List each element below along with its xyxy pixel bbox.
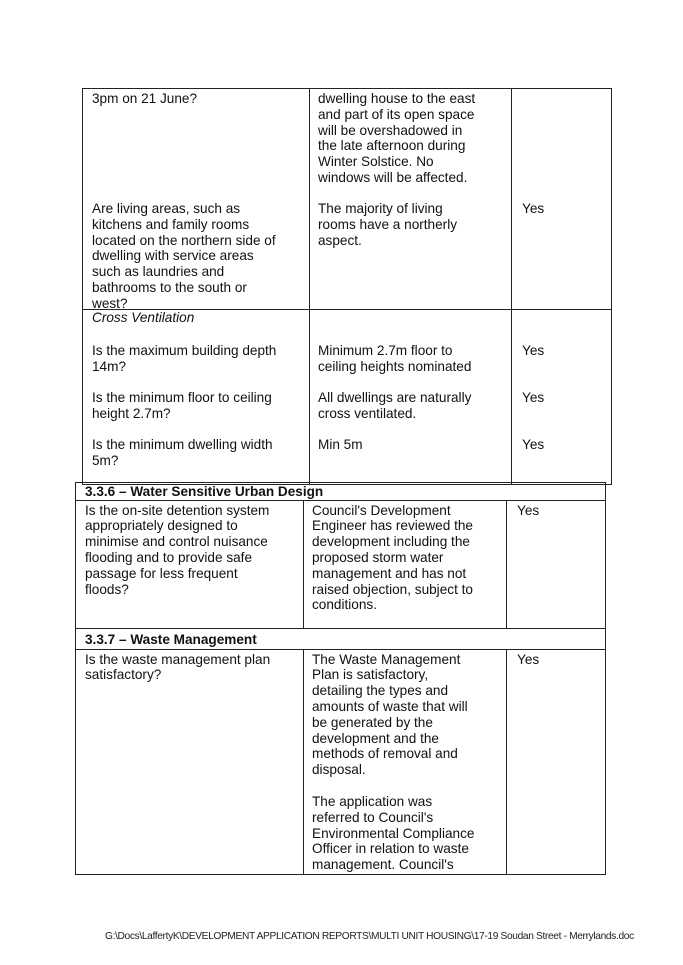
question-cell: 3pm on 21 June? (92, 91, 198, 106)
compliance-table-lower (75, 482, 606, 875)
footer-file-path: G:\Docs\LaffertyK\DEVELOPMENT APPLICATION REPORTS\MULTI UNIT HOUSING\17-19 Soudan Street - Merrylands.doc (105, 931, 634, 942)
compliance-cell: Yes (517, 502, 540, 518)
assessment-cell: dwelling house to the east and part of its open space will be overshadowed in the late afternoon during Winter Solstice. No windows will be affected. (318, 91, 476, 185)
section-heading-wsud: 3.3.6 – Water Sensitive Urban Design (85, 484, 324, 499)
assessment-cell: Min 5m (318, 437, 363, 452)
question-cell: Is the minimum dwelling width 5m? (92, 437, 273, 468)
section-heading-row (76, 628, 606, 649)
assessment-cell: Council's Development Engineer has reviewed the development including the proposed storm water management and has not raised objection, subject to conditions. (312, 502, 473, 613)
section-heading-waste: 3.3.7 – Waste Management (85, 631, 257, 647)
assessment-cell: The majority of living rooms have a northerly aspect. (318, 201, 458, 248)
compliance-cell: Yes (522, 437, 545, 452)
compliance-cell: Yes (522, 390, 545, 405)
compliance-cell: Yes (517, 651, 540, 667)
assessment-cell: All dwellings are naturally cross ventilated. (318, 390, 472, 421)
question-cell: Is the minimum floor to ceiling height 2.7m? (92, 390, 272, 421)
table-row (83, 89, 612, 310)
question-cell: Are living areas, such as kitchens and family rooms located on the northern side of dwelling with service areas such as laundries and bathrooms to the south or west? (92, 201, 276, 311)
assessment-cell: Minimum 2.7m floor to ceiling heights nominated (318, 343, 472, 374)
assessment-cell: The application was referred to Council's Environmental Compliance Officer in relation to waste management. Council's (312, 793, 475, 873)
table-row (76, 500, 606, 628)
compliance-cell: Yes (522, 201, 545, 216)
compliance-cell: Yes (522, 343, 545, 358)
assessment-cell: The Waste Management Plan is satisfactory, detailing the types and amounts of waste that will be generated by the development and the methods of removal and disposal. (312, 651, 468, 778)
question-cell: Is the waste management plan satisfactory? (85, 651, 271, 683)
compliance-table-upper (82, 88, 612, 485)
subheading-cross-ventilation: Cross Ventilation (92, 310, 195, 325)
section-heading-row (76, 483, 606, 501)
question-cell: Is the on-site detention system appropriately designed to minimise and control nuisance flooding and to provide safe passage for less frequent floods? (85, 502, 270, 597)
table-row (76, 649, 606, 874)
question-cell: Is the maximum building depth 14m? (92, 343, 277, 374)
table-row (83, 310, 612, 485)
